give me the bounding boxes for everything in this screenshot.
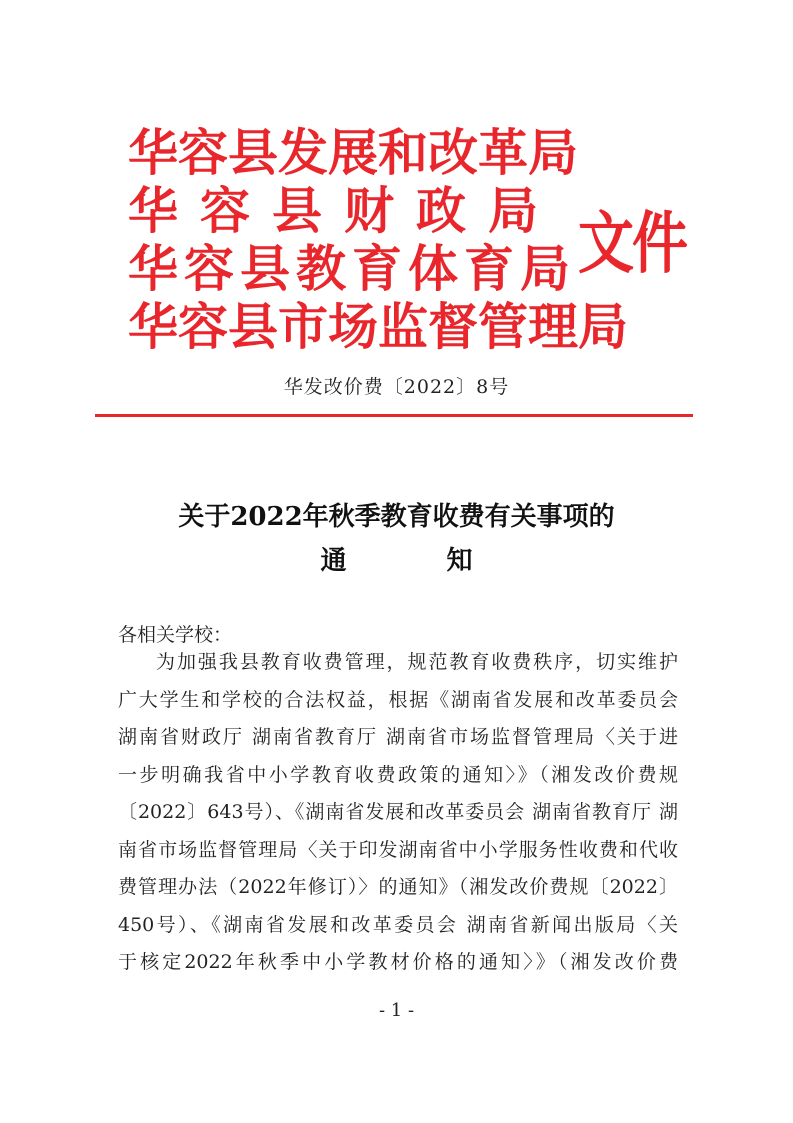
document-mark: 文件	[578, 205, 686, 284]
document-title-notice: 通知	[320, 546, 573, 576]
body-line: 一步明确我省中小学教育收费政策的通知〉》（湘发改价费规	[118, 763, 678, 786]
document-title: 关于2022年秋季教育收费有关事项的	[178, 502, 615, 532]
body-line: 〔2022〕643号）、《湖南省发展和改革委员会 湖南省教育厅 湖	[118, 801, 678, 823]
body-line: 广大学生和学校的合法权益，根据《湖南省发展和改革委员会	[118, 688, 678, 711]
issuer-line: 华容县市场监督管理局	[128, 298, 628, 356]
document-number: 华发改价费〔2022〕8号	[283, 376, 510, 398]
body-line: 南省市场监督管理局〈关于印发湖南省中小学服务性收费和代收	[118, 838, 678, 861]
body-line: 湖南省财政厅 湖南省教育厅 湖南省市场监督管理局〈关于进	[118, 726, 678, 748]
body-line: 于核定2022年秋季中小学教材价格的通知〉》（湘发改价费	[118, 951, 678, 973]
body-line: 费管理办法（2022年修订）〉的通知》（湘发改价费规〔2022〕	[118, 876, 678, 898]
body-paragraph	[118, 644, 678, 982]
page-number: - 1 -	[378, 1000, 415, 1021]
issuer-line: 华容县财政局	[128, 182, 560, 240]
salutation: 各相关学校：	[118, 624, 233, 646]
red-divider	[95, 414, 693, 417]
issuer-line: 华容县发展和改革局	[128, 124, 578, 182]
body-line: 为加强我县教育收费管理，规范教育收费秩序，切实维护	[156, 651, 678, 673]
body-line: 450号）、《湖南省发展和改革委员会 湖南省新闻出版局〈关	[118, 913, 678, 936]
issuer-line: 华容县教育体育局	[128, 240, 576, 298]
